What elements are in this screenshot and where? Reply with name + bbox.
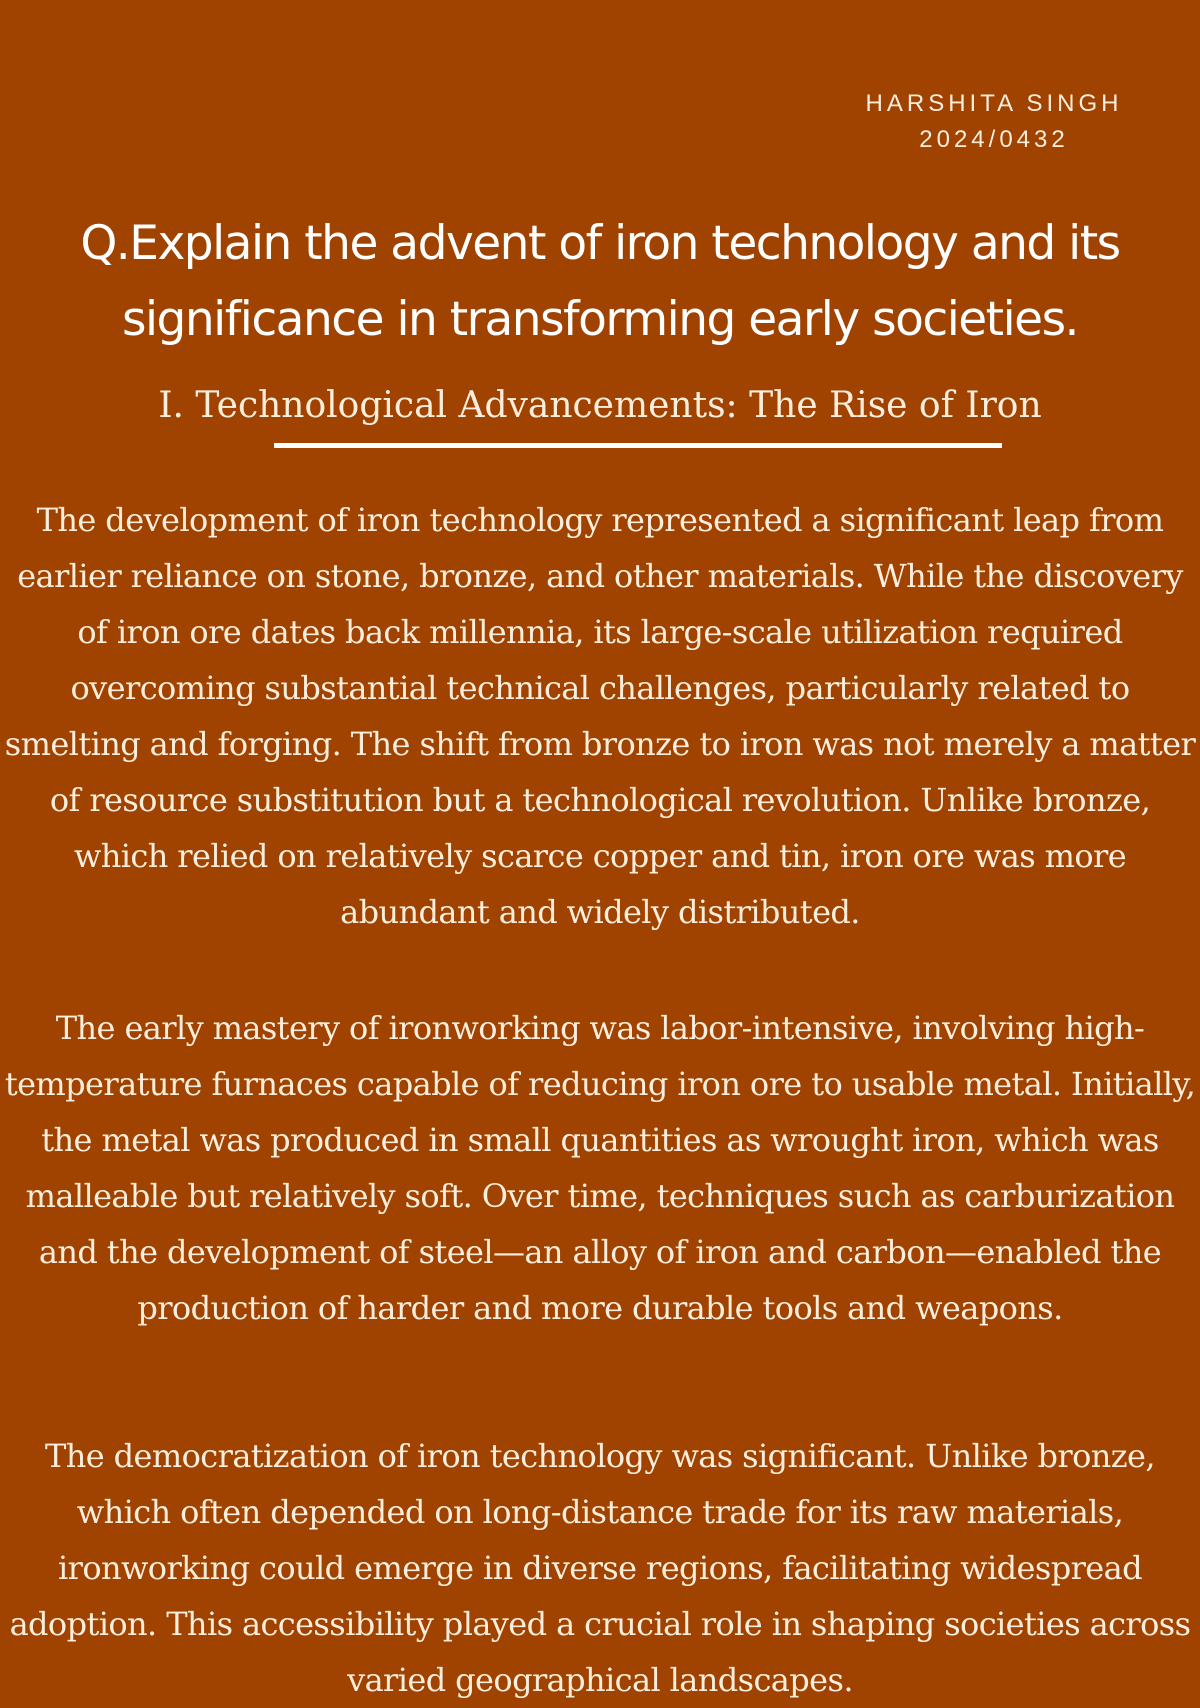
author-name: HARSHITA SINGH [865,90,1123,117]
author-block [844,86,1144,158]
paragraph-3: The democratization of iron technology was significant. Unlike bronze, which often depended on long-distance trade for its raw materials, ironworking could emerge in diverse regions, facilitating widespread adoption. This accessibility played a crucial role in shaping societies across varied geographical landscapes. [9,1437,1191,1699]
question-title: Q.Explain the advent of iron technology and its significance in transforming early societies. [80,216,1120,347]
paragraph-1: The development of iron technology represented a significant leap from earlier reliance on stone, bronze, and other materials. While the discovery of iron ore dates back millennia, its large-scale utilization required overcoming substantial technical challenges, particularly related to smelting and forging. The shift from bronze to iron was not merely a matter of resource substitution but a technological revolution. Unlike bronze, which relied on relatively scarce copper and tin, iron ore was more abundant and widely distributed. [4,501,1196,931]
section-heading: I. Technological Advancements: The Rise of Iron [158,385,1042,426]
author-id: 2024/0432 [919,126,1069,153]
heading-underline [274,443,1002,448]
paragraph-2: The early mastery of ironworking was labor-intensive, involving high-temperature furnaces capable of reducing iron ore to usable metal. Initially, the metal was produced in small quantities as wrought iron, which was malleable but relatively soft. Over time, techniques such as carburization and the development of steel—an alloy of iron and carbon—enabled the production of harder and more durable tools and weapons. [4,1009,1196,1327]
